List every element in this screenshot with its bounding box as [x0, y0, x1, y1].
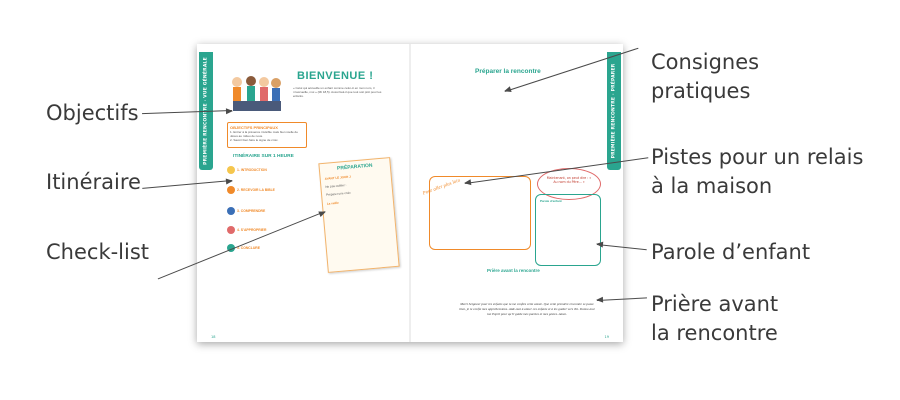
callout-priere-line2: la rencontre [651, 321, 778, 345]
callout-priere-line1: Prière avant [651, 292, 779, 316]
step-1-icon [227, 166, 235, 174]
speech-bubble-text: Maintenant, on peut dire : « Au nom du Père... » [546, 176, 592, 184]
children-illustration [227, 72, 283, 114]
home-relay-box [422, 176, 531, 250]
preparation-title: PRÉPARATION [336, 162, 373, 172]
step-2-label: 2. RECEVOIR LA BIBLE [237, 188, 275, 192]
prayer-title: Prière avant la rencontre [487, 268, 540, 273]
step-1-label: 1. INTRODUCTION [237, 168, 267, 172]
callout-priere [651, 290, 778, 348]
objective-item-1: 1. Entrer à la présence invisible mais bien réelle de Jésus au milieu de nous. [230, 130, 298, 139]
callout-consignes-line2: pratiques [651, 79, 751, 103]
callout-checklist: Check-list [46, 240, 150, 264]
prep-item-4: La veille [326, 200, 339, 206]
step-4-icon [227, 226, 235, 234]
step-5-label: 5. CONCLURE [237, 246, 260, 250]
book-spine [409, 44, 411, 342]
objectives-title: OBJECTIFS PRINCIPAUX [230, 125, 278, 130]
right-page-tab-label: PREMIÈRE RENCONTRE · PRÉPARER [611, 63, 617, 159]
callout-consignes [651, 48, 759, 106]
home-relay-label: Pour aller plus loin [422, 178, 461, 197]
step-3-icon [227, 207, 235, 215]
callout-parole: Parole d’enfant [651, 240, 811, 264]
prep-item-3: Préparer une croix [325, 191, 351, 198]
welcome-title: BIENVENUE ! [297, 70, 374, 82]
prayer-text: Merci Seigneur pour les enfants que tu me confies cette année. Que cette première rencontre se passe bien, je te confie mes appréhensions. Aide-moi à aimer ces enfants et à les guider vers Toi. Donne-moi ton Esprit pour qu’il guide mes paroles et mes gestes. Amen. [459, 302, 595, 316]
child-word-box [535, 194, 601, 266]
welcome-intro: « Celui qui accueille un enfant comme celui-ci en mon nom, il m’accueille, moi » (Mt 18,5). Aussi faut-il que tout soit prêt pour les enfants. [293, 86, 382, 99]
step-2-icon [227, 186, 235, 194]
left-page-number: 18 [211, 335, 216, 339]
child-word-label: Parole d’enfant [540, 199, 562, 203]
callout-consignes-line1: Consignes [651, 50, 760, 74]
itinerary-title: ITINÉRAIRE SUR 1 HEURE [233, 154, 294, 159]
prep-item-2: Ne pas oublier : [325, 183, 347, 190]
book-spread [197, 44, 623, 342]
preparation-checklist [318, 157, 399, 273]
objectives-box [227, 122, 307, 148]
callout-pistes-line2: à la maison [651, 174, 773, 198]
right-page-tab [607, 52, 621, 170]
step-3-label: 3. COMPRENDRE [237, 209, 266, 213]
step-4-label: 4. S’APPROPRIER [237, 228, 267, 232]
callout-objectifs: Objectifs [46, 101, 139, 125]
callout-pistes [651, 143, 863, 201]
callout-itineraire: Itinéraire [46, 170, 141, 194]
callout-pistes-line1: Pistes pour un relais [651, 145, 864, 169]
right-page-number: 19 [604, 335, 609, 339]
objective-item-2: 2. Savoir bien faire le signe de croix. [230, 138, 279, 143]
prep-item-1: AVANT LE JOUR J [324, 174, 352, 181]
practical-instructions-title: Préparer la rencontre [475, 68, 541, 75]
